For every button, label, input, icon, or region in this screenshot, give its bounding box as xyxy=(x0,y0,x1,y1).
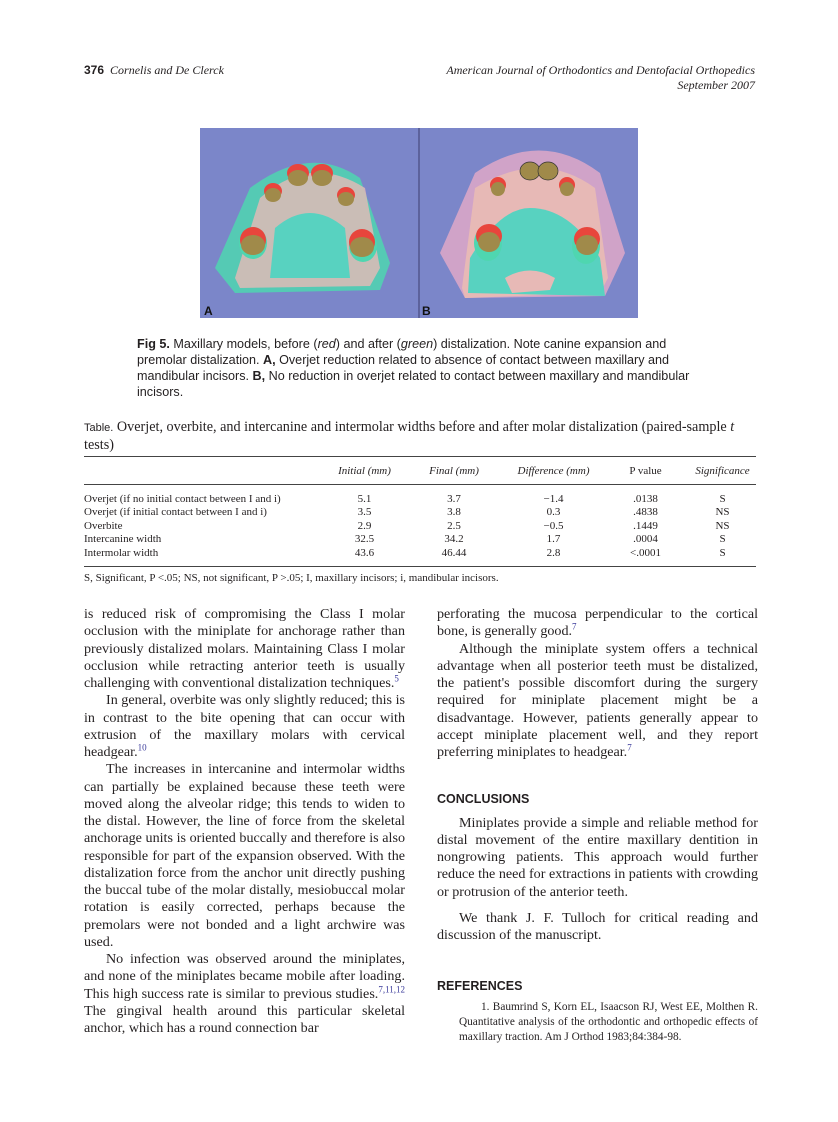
authors: Cornelis and De Clerck xyxy=(110,63,224,77)
acknowledgment: We thank J. F. Tulloch for critical reading and discussion of the manuscript. xyxy=(437,909,758,943)
table-cell: −1.4 xyxy=(543,492,564,505)
table-footnote: S, Significant, P <.05; NS, not significant, P >.05; I, maxillary incisors; i, mandibular incisors. xyxy=(84,572,499,584)
caption-text: Maxillary models, before ( xyxy=(173,337,318,351)
table-title-end: tests) xyxy=(84,437,114,453)
page-number: 376 xyxy=(84,63,105,77)
paragraph: Although the miniplate system offers a technical advantage when all posterior teeth must be distalized, the patient's possible discomfort during the surgery required for miniplate placement might be a disadvantage. However, patients generally appear to accept miniplate placement well, and they report preferring miniplates to headgear.$^7$ xyxy=(437,640,758,760)
column-header: Difference (mm) xyxy=(505,457,602,485)
caption-text: ) distalization. Note canine expansion and premolar distalization. xyxy=(137,337,667,367)
table-cell: <.0001 xyxy=(602,546,689,566)
row-label: Overjet (if no initial contact between I and i) xyxy=(84,492,281,505)
table-title xyxy=(84,419,756,454)
table-cell: 1.7 xyxy=(546,533,561,546)
column-header: Final (mm) xyxy=(403,457,505,485)
table-label: Table. xyxy=(84,422,114,434)
panel-b-label: B xyxy=(422,304,431,318)
reference-item: 1. Baumrind S, Korn EL, Isaacson RJ, West EE, Molthen R. Quantitative analysis of the orthodontic and orthopedic effects of maxillary traction. Am J Orthod 1983;84:384-98. xyxy=(459,1000,758,1043)
caption-red: red xyxy=(317,337,336,351)
caption-a-text: Overjet reduction related to absence of contact between maxillary and mandibular incisors. xyxy=(137,353,670,383)
table-cell: .0004 xyxy=(633,533,658,546)
paragraph: perforating the mucosa perpendicular to the cortical bone, is generally good.$^7$ xyxy=(437,606,758,640)
table-cell: 34.2 xyxy=(444,533,464,546)
citation-link[interactable]: 7,11,12 xyxy=(378,983,405,994)
citation-link[interactable]: 7 xyxy=(627,742,632,753)
row-label: Intermolar width xyxy=(84,546,326,566)
table-cell: NS xyxy=(715,519,730,532)
row-label: Overbite xyxy=(84,519,123,532)
paragraph: In general, overbite was only slightly reduced; this is in contrast to the bite opening that can occur with extrusion of the maxillary molars with cervical headgear.$^{10}$ xyxy=(84,692,405,760)
table-title-text: Overjet, overbite, and intercanine and intermolar widths before and after molar distalization (paired-sample xyxy=(113,419,731,435)
table-cell: 2.8 xyxy=(505,546,602,566)
paragraph: is reduced risk of compromising the Class I molar occlusion with the miniplate for anchorage rather than previously distalized molars. Maintaining Class I molar occlusion while retracting anterior teeth is usually challenging with conventional distalization techniques.$^5$ xyxy=(84,606,405,691)
column-header: Initial (mm) xyxy=(326,457,403,485)
table-cell: 3.5 xyxy=(357,506,372,519)
table-cell: 46.44 xyxy=(403,546,505,566)
table-header-row xyxy=(84,457,756,485)
conclusions-heading: CONCLUSIONS xyxy=(437,792,530,807)
row-label: Intercanine width xyxy=(84,533,162,546)
table-row xyxy=(84,519,756,533)
caption-b-text: No reduction in overjet related to contact between maxillary and mandibular incisors. xyxy=(137,369,690,399)
caption-text: ) and after ( xyxy=(335,337,401,351)
table-row xyxy=(84,546,756,566)
table-cell: 0.3 xyxy=(546,506,561,519)
table-cell: S xyxy=(719,533,726,546)
right-column xyxy=(437,606,758,1045)
table-cell: 3.7 xyxy=(447,492,461,505)
table-cell: .1449 xyxy=(633,519,658,532)
table-cell: .4838 xyxy=(633,506,658,519)
paragraph: No infection was observed around the miniplates, and none of the miniplates became mobile after loading. This high success rate is similar to previous studies.$^{7,11,12}$ The gingival health around this particular skeletal anchor, which has a round connection bar xyxy=(84,951,405,1036)
citation-link[interactable]: 7 xyxy=(572,621,577,632)
table-cell: 32.5 xyxy=(354,533,375,546)
figure-5-dental-models xyxy=(200,128,638,318)
results-table xyxy=(84,456,756,567)
figure-caption xyxy=(137,336,707,400)
table-cell: 5.1 xyxy=(357,492,372,505)
journal-name: American Journal of Orthodontics and Dentofacial Orthopedics xyxy=(446,63,755,77)
citation-link[interactable]: 10 xyxy=(137,742,147,753)
row-label: Overjet (if initial contact between I and i) xyxy=(84,506,267,519)
fig-label: Fig 5. xyxy=(137,337,170,351)
table-cell: −0.5 xyxy=(543,519,564,532)
table-cell: .0138 xyxy=(633,492,658,505)
table-cell: 3.8 xyxy=(447,506,461,519)
table-cell: S xyxy=(689,546,756,566)
table-row xyxy=(84,506,756,520)
table-cell: NS xyxy=(715,506,730,519)
table-cell: 2.9 xyxy=(357,519,372,532)
left-column xyxy=(84,606,405,1037)
table-row xyxy=(84,533,756,547)
table-cell: 2.5 xyxy=(447,519,461,532)
caption-a-label: A, xyxy=(263,353,276,367)
column-header xyxy=(84,457,326,485)
running-header-right xyxy=(446,63,755,93)
column-header: P value xyxy=(602,457,689,485)
citation-link[interactable]: 5 xyxy=(394,673,399,684)
issue-date: September 2007 xyxy=(677,78,755,92)
table-cell: S xyxy=(719,492,726,505)
caption-b-label: B, xyxy=(252,369,266,383)
table-cell: 43.6 xyxy=(326,546,403,566)
table-title-t: t xyxy=(730,419,735,435)
panel-a-label: A xyxy=(204,304,213,318)
table-row xyxy=(84,485,756,506)
paragraph: Miniplates provide a simple and reliable method for distal movement of the entire maxillary dentition in nongrowing patients. This approach would further reduce the need for extractions in patients with crowding or protrusion of the anterior teeth. xyxy=(437,814,758,900)
caption-green: green xyxy=(400,337,434,351)
paragraph: The increases in intercanine and intermolar widths can partially be explained because these teeth were moved along the alveolar ridge; this tends to widen to the distal. However, the line of force from the skeletal anchorage units is oriented buccally and therefore is also responsible for part of the expansion observed. With the distalization force from the anchor unit directly pushing the buccal tube of the molar distally, mesiobuccal molar rotation is easily corrected, perhaps because the premolars were not bonded and a light archwire was used. xyxy=(84,761,405,950)
column-header: Significance xyxy=(689,457,756,485)
references-heading: REFERENCES xyxy=(437,979,523,994)
running-header-left xyxy=(84,63,224,78)
